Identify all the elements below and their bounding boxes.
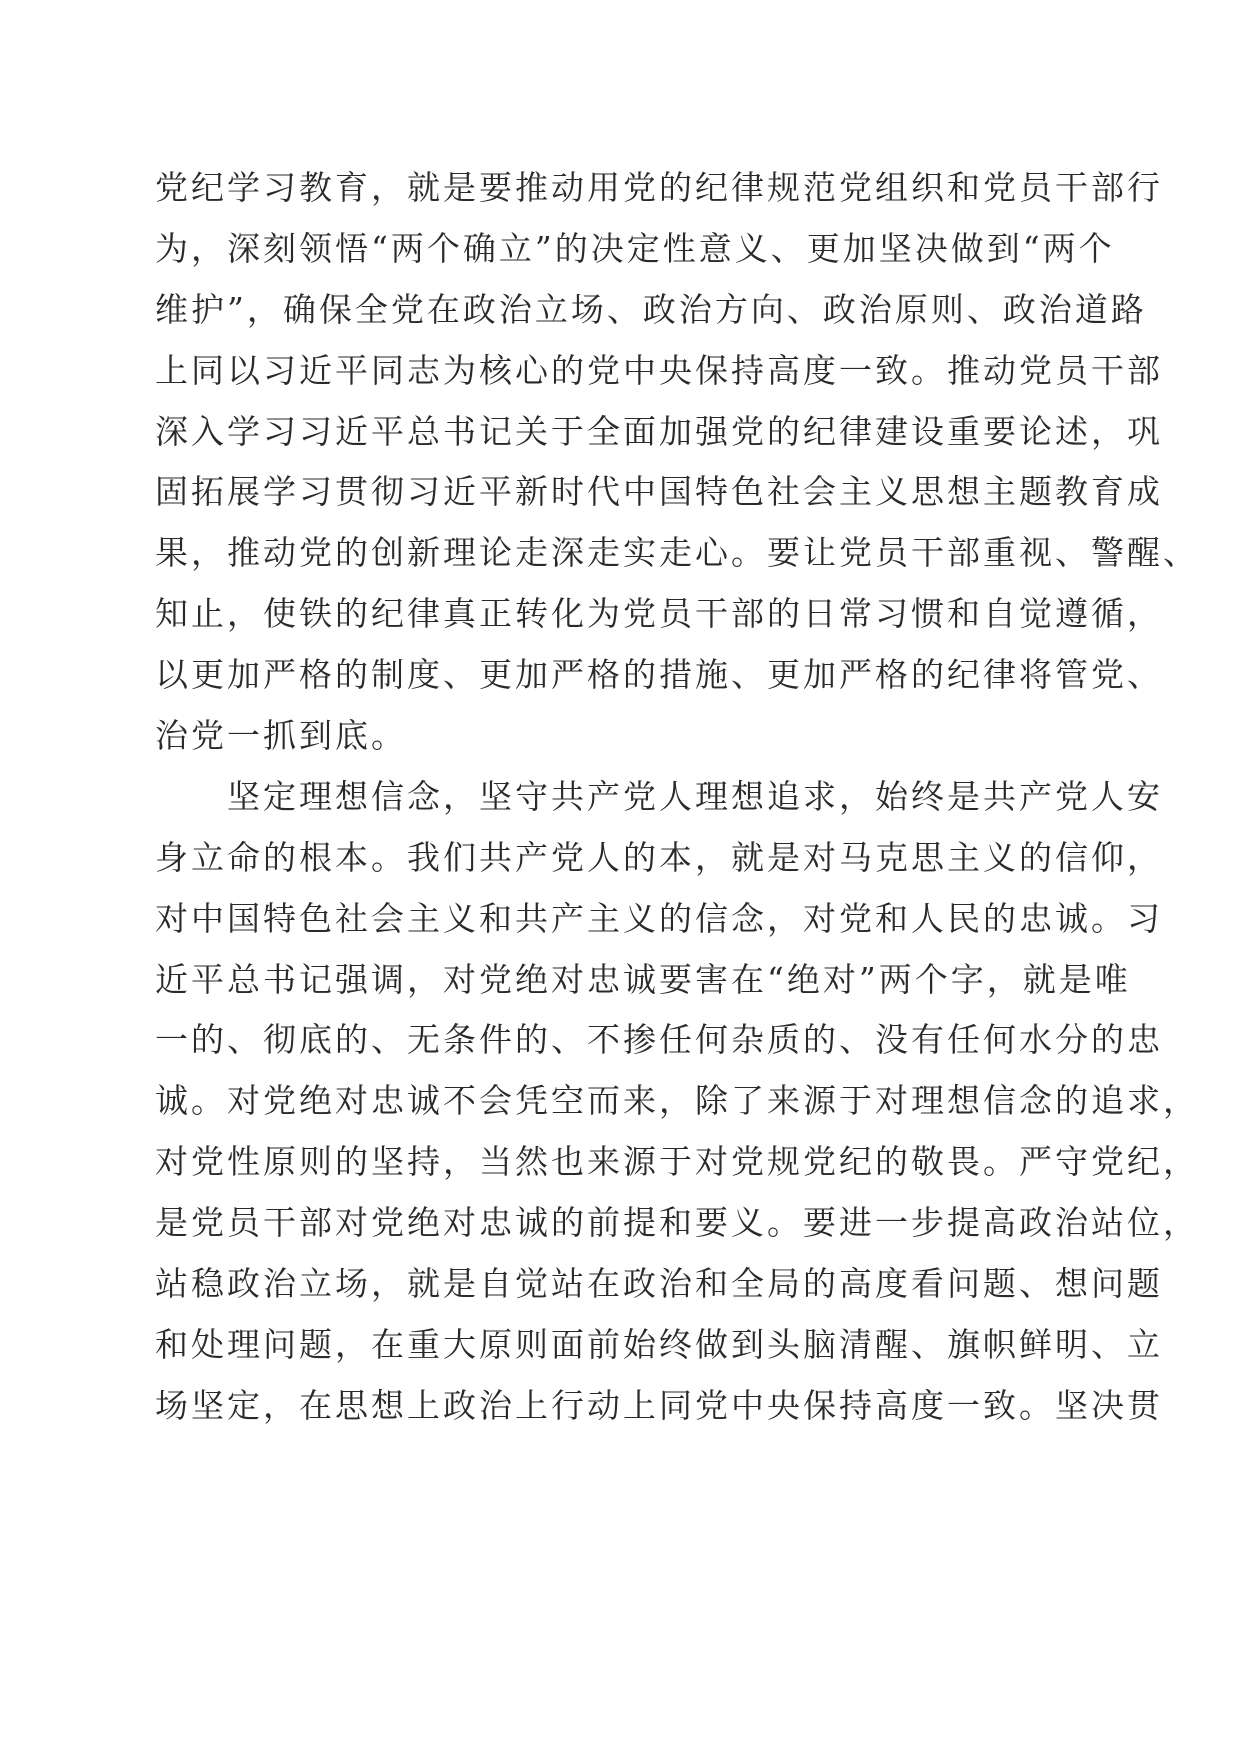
text-line: 是党员干部对党绝对忠诚的前提和要义。要进一步提高政治站位， [155, 1203, 1199, 1243]
text-line: 以更加严格的制度、更加严格的措施、更加严格的纪律将管党、 [155, 655, 1163, 695]
text-line: 诚。对党绝对忠诚不会凭空而来，除了来源于对理想信念的追求， [155, 1081, 1199, 1121]
text-line: 对中国特色社会主义和共产主义的信念，对党和人民的忠诚。习 [155, 898, 1163, 938]
text-line: 深入学习习近平总书记关于全面加强党的纪律建设重要论述，巩 [155, 411, 1163, 451]
text-line: 对党性原则的坚持，当然也来源于对党规党纪的敬畏。严守党纪， [155, 1142, 1199, 1182]
paragraph-party-discipline [155, 158, 1199, 767]
text-line: 身立命的根本。我们共产党人的本，就是对马克思主义的信仰， [155, 837, 1163, 877]
paragraph-ideals-beliefs [155, 767, 1199, 1437]
text-line: 知止，使铁的纪律真正转化为党员干部的日常习惯和自觉遵循， [155, 594, 1163, 634]
text-line: 维护”，确保全党在政治立场、政治方向、政治原则、政治道路 [155, 289, 1147, 329]
text-line: 和处理问题，在重大原则面前始终做到头脑清醒、旗帜鲜明、立 [155, 1324, 1163, 1364]
text-line-indented: 坚定理想信念，坚守共产党人理想追求，始终是共产党人安 [227, 776, 1163, 816]
text-line: 治党一抓到底。 [155, 716, 407, 756]
text-line: 果，推动党的创新理论走深走实走心。要让党员干部重视、警醒、 [155, 533, 1199, 573]
text-line: 党纪学习教育，就是要推动用党的纪律规范党组织和党员干部行 [155, 168, 1163, 207]
text-line: 固拓展学习贯彻习近平新时代中国特色社会主义思想主题教育成 [155, 472, 1163, 512]
body-text [155, 158, 1199, 1437]
text-line: 上同以习近平同志为核心的党中央保持高度一致。推动党员干部 [155, 350, 1163, 390]
text-line: 为，深刻领悟“两个确立”的决定性意义、更加坚决做到“两个 [155, 228, 1115, 268]
text-line: 近平总书记强调，对党绝对忠诚要害在“绝对”两个字，就是唯 [155, 959, 1131, 999]
text-line: 场坚定，在思想上政治上行动上同党中央保持高度一致。坚决贯 [155, 1385, 1163, 1425]
text-line: 站稳政治立场，就是自觉站在政治和全局的高度看问题、想问题 [155, 1264, 1163, 1304]
text-line: 一的、彻底的、无条件的、不掺任何杂质的、没有任何水分的忠 [155, 1020, 1163, 1060]
